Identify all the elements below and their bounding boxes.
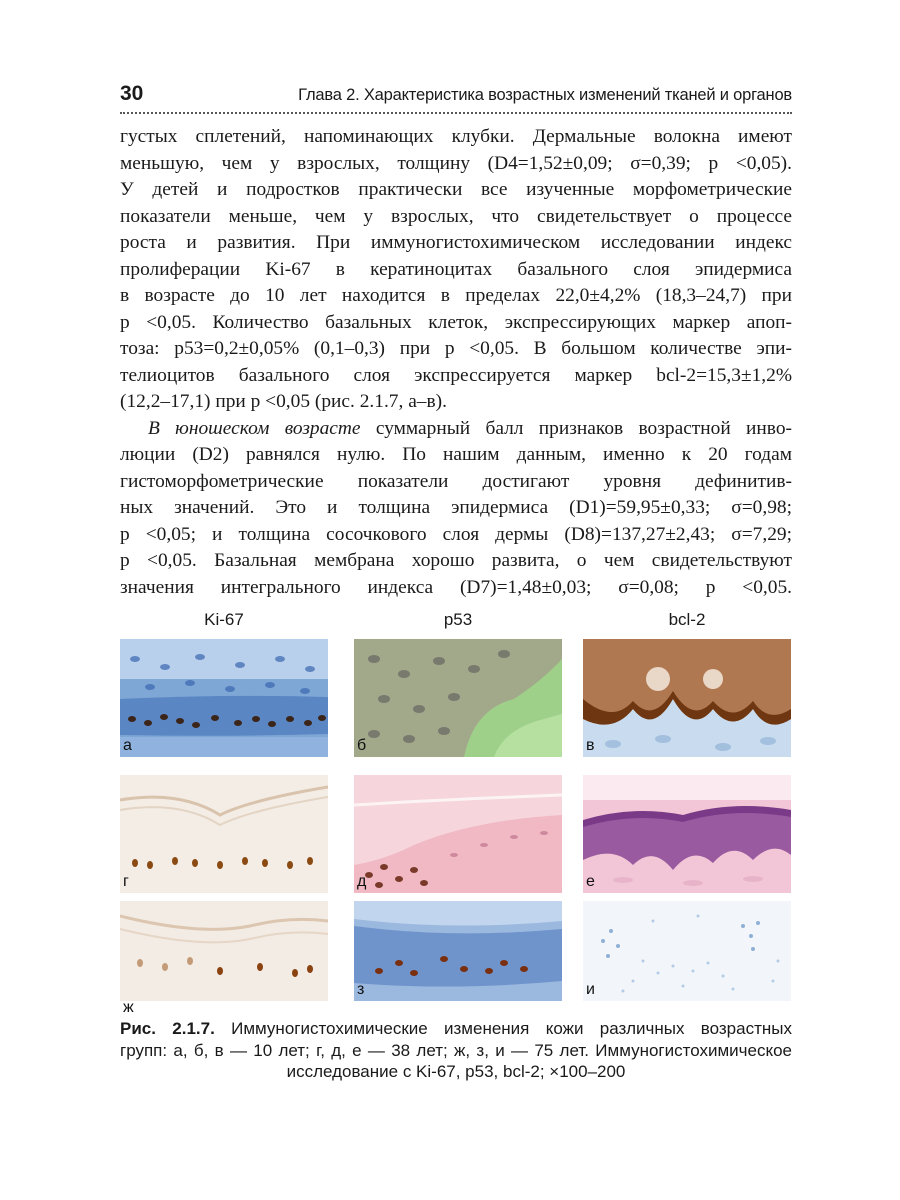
text-line: люции (D2) равнялся нулю. По нашим данным, именно к 20 годам (120, 444, 792, 465)
caption-line: исследование с Ki-67, p53, bcl-2; ×100–200 (286, 1062, 626, 1081)
page-header (120, 80, 792, 116)
text-line: p <0,05. Базальная мембрана хорошо развита, о чем свидетельствуют (120, 550, 792, 571)
text-line: роста и развития. При иммуногистохимическом исследовании индекс (120, 232, 792, 253)
text-line: тоза: p53=0,2±0,05% (0,1–0,3) при p <0,05. В большом количестве эпи- (120, 338, 792, 359)
micrograph-panel-a (120, 639, 328, 757)
text-line: гистоморфометрические показатели достигают уровня дефинитив- (120, 470, 792, 492)
text-line: (12,2–17,1) при p <0,05 (рис. 2.1.7, а–в). (120, 391, 447, 412)
text-line: показатели меньше, чем у взрослых, что свидетельствует о процессе (120, 205, 792, 227)
panel-letter: з (357, 981, 365, 998)
micrograph-panel-b (354, 639, 562, 757)
caption-line (120, 1018, 792, 1040)
panel-letter: ж (123, 999, 134, 1016)
caption-line: групп: а, б, в — 10 лет; г, д, е — 38 лет; ж, з, и — 75 лет. Иммуногистохимическое (120, 1040, 792, 1060)
text-line: p <0,05; и толщина сосочкового слоя дермы (D8)=137,27±2,43; σ=7,29; (120, 523, 792, 545)
micrograph-panel-i (583, 901, 791, 1001)
caption-line1-rest: Иммуногистохимические изменения кожи различных возрастных (214, 1019, 792, 1038)
panel-letter: д (357, 873, 367, 890)
micrograph-panel-z (354, 901, 562, 1001)
micrograph-panel-d (354, 775, 562, 893)
header-dotted-rule (120, 112, 792, 114)
panel-letter: е (586, 873, 595, 890)
text-line: меньшую, чем у взрослых, толщину (D4=1,52±0,09; σ=0,39; p <0,05). (120, 152, 792, 174)
text-line: значения интегрального индекса (D7)=1,48±0,03; σ=0,08; p <0,05. (120, 576, 792, 598)
text-line: ных значений. Это и толщина эпидермиса (D1)=59,95±0,33; σ=0,98; (120, 497, 792, 518)
page-number: 30 (120, 82, 144, 105)
column-heading-p53: p53 (443, 610, 473, 629)
figure-caption (120, 1018, 792, 1083)
column-heading-bcl2: bcl-2 (668, 610, 706, 629)
body-text (120, 124, 792, 601)
text-line: густых сплетений, напоминающих клубки. Дермальные волокна имеют (120, 126, 792, 147)
text-line: пролиферации Ki-67 в кератиноцитах базального слоя эпидермиса (120, 258, 792, 280)
figure-2-1-7 (120, 610, 792, 1016)
panel-letter: б (357, 737, 367, 754)
lead-rest: суммарный балл признаков возрастной инво- (360, 417, 792, 439)
micrograph-panel-e (583, 775, 791, 893)
running-head: Глава 2. Характеристика возрастных изменений тканей и органов (298, 86, 792, 104)
panel-letter: и (586, 981, 595, 998)
micrograph-panel-zh (120, 901, 328, 1019)
panel-letter: г (123, 873, 129, 890)
micrograph-panel-c (583, 639, 791, 757)
text-line (120, 416, 792, 443)
micrograph-panel-g (120, 775, 328, 893)
italic-lead: В юношеском возрасте (148, 417, 361, 439)
text-line: p <0,05. Количество базальных клеток, экспрессирующих маркер апоп- (120, 311, 792, 333)
column-heading-ki67: Ki-67 (204, 610, 244, 629)
panel-letter: в (586, 737, 595, 754)
text-line: У детей и подростков практически все изученные морфометрические (120, 179, 792, 200)
text-line: телиоцитов базального слоя экспрессируется маркер bcl-2=15,3±1,2% (120, 364, 792, 386)
caption-label: Рис. 2.1.7. (120, 1019, 215, 1038)
text-line: в возрасте до 10 лет находится в пределах 22,0±4,2% (18,3–24,7) при (120, 285, 792, 306)
panel-letter: а (123, 737, 132, 754)
